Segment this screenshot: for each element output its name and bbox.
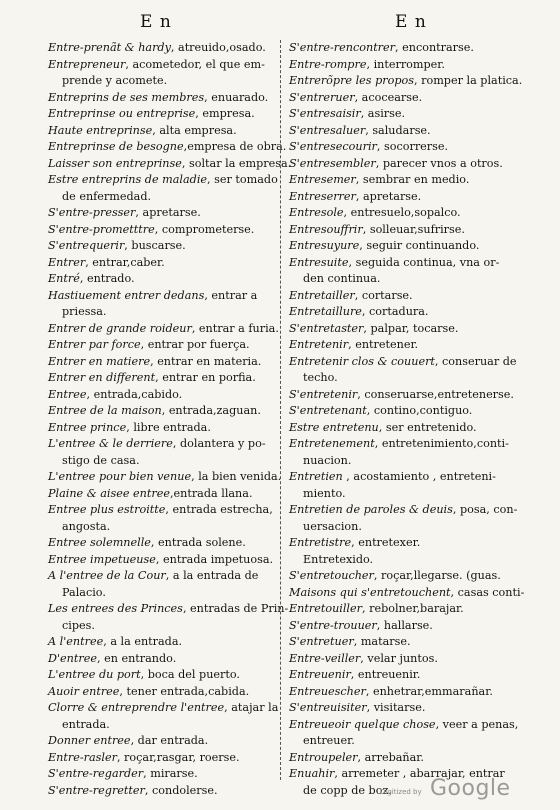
entry-translation: den continua. xyxy=(303,272,381,285)
entry-translation: cipes. xyxy=(62,618,95,632)
entry-headword: Haute entreprinse xyxy=(48,123,153,137)
dictionary-entry xyxy=(48,288,272,305)
entry-translation: , atreuido,osado. xyxy=(170,41,266,54)
entry-headword: S'entre-prometttre xyxy=(48,222,155,236)
dictionary-entry xyxy=(289,288,521,305)
dictionary-entry xyxy=(48,123,272,140)
dictionary-entry xyxy=(48,651,272,668)
entry-headword: Entretien xyxy=(289,470,343,483)
entry-headword: L'entree du port xyxy=(48,668,141,681)
entry-translation: , roçar,rasgar, roerse. xyxy=(116,750,240,764)
dictionary-entry xyxy=(289,420,521,437)
dictionary-entry xyxy=(289,601,521,618)
dictionary-entry xyxy=(289,57,521,74)
entry-headword: Entresouffrir xyxy=(289,222,363,236)
entry-headword: L'entree pour bien venue xyxy=(48,470,192,483)
entry-translation: , atajar la xyxy=(224,701,279,714)
entry-translation: , en entrando. xyxy=(96,651,177,665)
entry-translation: , entrada estrecha, xyxy=(165,503,273,516)
entry-translation: , velar juntos. xyxy=(360,651,438,665)
entry-translation: Entretexido. xyxy=(303,552,374,566)
entry-headword: Entrer en different xyxy=(48,371,156,384)
entry-headword: Entreserrer xyxy=(289,189,356,203)
entry-headword: D'entree xyxy=(48,651,97,665)
dictionary-entry xyxy=(48,354,272,371)
entry-translation: , entrada,zaguan. xyxy=(161,404,261,417)
dictionary-entry xyxy=(48,700,279,717)
entry-translation: , ser tomado xyxy=(207,173,278,186)
dictionary-entry xyxy=(289,304,521,321)
entry-headword: L'entree & le derriere xyxy=(48,437,173,450)
entry-translation: , tener entrada,cabida. xyxy=(119,684,250,698)
entry-headword: S'entretaster xyxy=(289,321,364,335)
entry-translation: , cortarse. xyxy=(354,288,413,302)
header-right: E n xyxy=(395,12,427,32)
entry-headword: S'entre-presser xyxy=(48,206,136,219)
dictionary-entry xyxy=(289,436,521,453)
entry-translation: , a la entrada de xyxy=(165,569,259,582)
entry-translation: , entrar,caber. xyxy=(85,255,165,269)
entry-translation: , entrar en porfia. xyxy=(155,371,256,384)
entry-headword: Entrer par force xyxy=(48,338,141,351)
entry-translation: , dar entrada. xyxy=(130,734,209,747)
entry-translation: , solleuar,sufrirse. xyxy=(362,222,465,236)
dictionary-entry xyxy=(48,156,292,173)
entry-headword: Les entrees des Princes xyxy=(48,602,183,615)
dictionary-entry xyxy=(48,420,272,437)
dictionary-entry xyxy=(289,535,521,552)
dictionary-entry xyxy=(48,40,272,57)
entry-translation: miento. xyxy=(303,486,346,500)
entry-translation: , entrada solene. xyxy=(150,536,246,549)
entry-headword: Entree xyxy=(48,387,87,401)
entry-headword: Entretien de paroles & deuis xyxy=(289,503,453,516)
entry-translation: , dolantera y po- xyxy=(172,437,266,450)
entry-translation: , entrada,cabido. xyxy=(86,387,183,401)
dictionary-entry xyxy=(48,205,272,222)
dictionary-entry xyxy=(48,502,272,519)
entry-headword: Entretailler xyxy=(289,288,355,302)
dictionary-entry xyxy=(289,733,521,750)
entry-headword: A l'entree de la Cour xyxy=(48,569,166,582)
entry-translation: , veer a penas, xyxy=(435,717,519,731)
entry-translation: , acometedor, el que em- xyxy=(125,57,265,71)
entry-headword: S'entreruer xyxy=(289,90,355,104)
dictionary-entry xyxy=(48,667,272,684)
entry-translation: , libre entrada. xyxy=(126,420,211,434)
entry-translation: , acostamiento , entreteni- xyxy=(342,470,496,483)
entry-translation: , casas conti- xyxy=(450,585,525,599)
entry-translation: , rebolner,barajar. xyxy=(361,602,464,615)
dictionary-entry xyxy=(48,106,272,123)
entry-headword: Entrerõpre les propos xyxy=(289,74,414,87)
entry-headword: Clorre & entreprendre l'entree xyxy=(48,701,225,714)
entry-translation: stigo de casa. xyxy=(62,453,140,467)
entry-translation: de copp de boz. xyxy=(303,783,392,797)
entry-translation: , conseruar de xyxy=(434,354,517,368)
entry-headword: S'entre-trouuer xyxy=(289,618,377,632)
entry-headword: S'entre-regarder xyxy=(48,767,144,780)
dictionary-entry xyxy=(289,354,521,371)
entry-headword: Plaine & aisee entree xyxy=(48,486,170,500)
dictionary-entry xyxy=(48,453,272,470)
dictionary-entry xyxy=(289,387,521,404)
dictionary-entry xyxy=(289,684,521,701)
dictionary-entry xyxy=(289,568,521,585)
dictionary-entry xyxy=(48,717,272,734)
entry-headword: Entree prince xyxy=(48,420,127,434)
dictionary-entry xyxy=(289,40,521,57)
entry-headword: Entresuite xyxy=(289,255,349,269)
dictionary-entry xyxy=(289,618,521,635)
entry-translation: , entradas de Prin- xyxy=(182,602,289,615)
digitized-by-text: Digitized by xyxy=(380,788,422,796)
entry-translation: , entretenimiento,conti- xyxy=(374,437,509,450)
entry-headword: Entrer de grande roideur xyxy=(48,321,192,335)
dictionary-entry xyxy=(48,90,272,107)
entry-translation: , enuarado. xyxy=(204,90,269,104)
entry-headword: Laisser son entreprinse xyxy=(48,156,182,170)
entry-translation: , interromper. xyxy=(366,57,445,71)
dictionary-entry xyxy=(289,469,521,486)
entry-translation: , condolerse. xyxy=(144,783,218,797)
running-header xyxy=(0,6,560,36)
dictionary-entry xyxy=(48,783,272,800)
dictionary-entry xyxy=(48,139,287,156)
entry-headword: S'entretenir xyxy=(289,387,358,401)
dictionary-entry xyxy=(48,634,272,651)
dictionary-entry xyxy=(289,271,521,288)
dictionary-entry xyxy=(48,271,272,288)
entry-translation: , a la entrada. xyxy=(103,635,183,648)
entry-headword: Enuahir xyxy=(289,767,335,780)
entry-translation: , enhetrar,emmarañar. xyxy=(365,684,493,698)
entry-headword: Entrer en matiere xyxy=(48,354,151,368)
entry-headword: Entree solemnelle xyxy=(48,536,151,549)
entry-translation: , saludarse. xyxy=(365,123,431,137)
entry-headword: Entretenir xyxy=(289,338,349,351)
dictionary-entry xyxy=(48,403,272,420)
entry-translation: , entrada impetuosa. xyxy=(155,552,274,566)
entry-translation: , entreuenir. xyxy=(350,668,421,681)
entry-translation: , conseruarse,entretenerse. xyxy=(357,387,514,401)
entry-translation: , acocearse. xyxy=(354,90,423,104)
dictionary-entry xyxy=(289,717,521,734)
entry-headword: Entre-rompre xyxy=(289,57,367,71)
entry-headword: Entretouiller xyxy=(289,602,362,615)
dictionary-entry xyxy=(289,552,521,569)
entry-headword: Auoir entree xyxy=(48,684,120,698)
dictionary-entry xyxy=(289,139,521,156)
entry-translation: , hallarse. xyxy=(376,618,433,632)
dictionary-entry xyxy=(48,766,272,783)
dictionary-entry xyxy=(48,57,272,74)
entry-headword: S'entre-regretter xyxy=(48,783,145,797)
entry-translation: , arremeter , abarrajar, entrar xyxy=(334,767,505,780)
dictionary-entry xyxy=(289,172,521,189)
dictionary-entry xyxy=(48,486,272,503)
dictionary-entry xyxy=(48,337,272,354)
entry-translation: , entrar a furia. xyxy=(191,321,279,335)
dictionary-entry xyxy=(289,255,521,272)
dictionary-entry xyxy=(289,519,521,536)
entry-headword: Entrer xyxy=(48,255,86,269)
entry-translation: , entrar en materia. xyxy=(150,354,262,368)
dictionary-entry xyxy=(48,222,272,239)
entry-translation: , socorrerse. xyxy=(376,140,449,153)
entry-translation: , ser entretenido. xyxy=(378,420,477,434)
entry-headword: Entrepreneur xyxy=(48,57,126,71)
entry-headword: Entree plus estroitte xyxy=(48,503,166,516)
dictionary-entry xyxy=(48,238,272,255)
entry-headword: A l'entree xyxy=(48,635,104,648)
entry-headword: S'entresembler xyxy=(289,156,376,170)
dictionary-entry xyxy=(48,750,272,767)
entry-headword: S'entretenant xyxy=(289,404,367,417)
dictionary-entry xyxy=(289,403,521,420)
entry-translation: , cortadura. xyxy=(361,305,429,318)
entry-headword: S'entretoucher xyxy=(289,569,374,582)
entry-headword: Entre-prenãt & hardy xyxy=(48,41,171,54)
entry-headword: Estre entretenu xyxy=(289,420,379,434)
dictionary-entry xyxy=(289,205,521,222)
dictionary-entry xyxy=(289,634,521,651)
dictionary-entry xyxy=(289,486,521,503)
entry-translation: , arrebañar. xyxy=(357,750,424,764)
dictionary-entry xyxy=(48,519,272,536)
entry-headword: Entreprinse ou entreprise xyxy=(48,107,196,120)
entry-translation: ,empresa de obra. xyxy=(183,140,287,153)
entry-translation: , mirarse. xyxy=(143,767,198,780)
dictionary-entry xyxy=(289,453,521,470)
dictionary-entry xyxy=(289,585,525,602)
entry-translation: , boca del puerto. xyxy=(140,668,240,681)
entry-translation: , sembrar en medio. xyxy=(355,173,470,186)
dictionary-entry xyxy=(289,189,521,206)
entry-translation: , apretarse. xyxy=(135,206,201,219)
entry-headword: S'entresaluer xyxy=(289,123,366,137)
dictionary-entry xyxy=(289,651,521,668)
dictionary-entry xyxy=(289,667,521,684)
entry-headword: Entroupeler xyxy=(289,750,358,764)
dictionary-entry xyxy=(48,189,272,206)
entry-translation: prende y acomete. xyxy=(62,74,168,87)
entry-headword: Entree de la maison xyxy=(48,404,162,417)
google-watermark: Google xyxy=(430,776,511,801)
entry-headword: Entretenir clos & couuert xyxy=(289,354,435,368)
dictionary-entry xyxy=(48,684,272,701)
entry-headword: S'entresaisir xyxy=(289,107,361,120)
dictionary-entry xyxy=(289,73,521,90)
entry-headword: Entretaillure xyxy=(289,305,362,318)
dictionary-entry xyxy=(48,436,272,453)
entry-translation: , entrar por fuerça. xyxy=(140,338,250,351)
dictionary-entry xyxy=(289,123,521,140)
entry-translation: priessa. xyxy=(62,305,107,318)
entry-translation: uersacion. xyxy=(303,519,362,533)
entry-headword: Entreueoir quelque chose xyxy=(289,717,436,731)
entry-translation: , buscarse. xyxy=(124,239,186,252)
entry-translation: , la bien venida. xyxy=(191,470,282,483)
entry-headword: Entreprins de ses membres xyxy=(48,90,205,104)
entry-headword: Entresemer xyxy=(289,173,356,186)
dictionary-entry xyxy=(48,370,272,387)
entry-headword: S'entretuer xyxy=(289,635,354,648)
header-left: E n xyxy=(140,12,172,32)
entry-headword: Entreuenir xyxy=(289,668,351,681)
entry-translation: , entrado. xyxy=(79,272,135,285)
dictionary-entry xyxy=(289,502,521,519)
entry-translation: , apretarse. xyxy=(355,189,422,203)
entry-headword: S'entre-rencontrer xyxy=(289,41,396,54)
dictionary-entry xyxy=(48,618,272,635)
dictionary-entry xyxy=(289,106,521,123)
dictionary-entry xyxy=(48,601,289,618)
dictionary-entry xyxy=(48,255,272,272)
dictionary-entry xyxy=(48,304,272,321)
left-column xyxy=(48,40,292,797)
entry-translation: , seguir continuando. xyxy=(359,239,480,252)
entry-translation: , romper la platica. xyxy=(414,74,523,87)
entry-headword: Entré xyxy=(48,272,80,285)
entry-headword: S'entrequerir xyxy=(48,239,125,252)
entry-translation: , asirse. xyxy=(360,107,406,120)
dictionary-entry xyxy=(289,370,521,387)
dictionary-entry xyxy=(48,552,272,569)
dictionary-entry xyxy=(48,733,272,750)
dictionary-entry xyxy=(48,387,272,404)
entry-translation: , entresuelo,sopalco. xyxy=(343,206,461,219)
entry-headword: Entree impetueuse xyxy=(48,552,156,566)
entry-translation: angosta. xyxy=(62,519,111,533)
dictionary-entry xyxy=(48,73,272,90)
entry-translation: , parecer vnos a otros. xyxy=(375,156,503,170)
entry-headword: Donner entree xyxy=(48,734,131,747)
entry-translation: , seguida continua, vna or- xyxy=(348,255,500,269)
entry-headword: Entretistre xyxy=(289,536,352,549)
entry-headword: Estre entreprins de maladie xyxy=(48,173,208,186)
entry-translation: , alta empresa. xyxy=(152,123,237,137)
entry-headword: Maisons qui s'entretouchent xyxy=(289,585,451,599)
entry-headword: Entresole xyxy=(289,206,344,219)
entry-translation: ,entrada llana. xyxy=(169,486,253,500)
entry-translation: , entrar a xyxy=(204,288,258,302)
entry-translation: entrada. xyxy=(62,717,110,731)
entry-translation: nuacion. xyxy=(303,453,352,467)
column-divider xyxy=(280,40,281,780)
entry-translation: , roçar,llegarse. (guas. xyxy=(373,569,501,582)
entry-headword: S'entreuisiter xyxy=(289,701,367,714)
entry-translation: techo. xyxy=(303,371,338,384)
dictionary-entry xyxy=(289,321,521,338)
dictionary-entry xyxy=(289,700,521,717)
entry-headword: S'entresecourir xyxy=(289,140,377,153)
dictionary-entry xyxy=(289,337,521,354)
dictionary-entry xyxy=(48,585,272,602)
entry-headword: Entreuescher xyxy=(289,684,366,698)
dictionary-entry xyxy=(48,321,279,338)
entry-translation: , matarse. xyxy=(353,635,411,648)
entry-translation: , entretexer. xyxy=(351,536,421,549)
entry-headword: Entre-rasler xyxy=(48,750,117,764)
dictionary-entry xyxy=(289,750,521,767)
dictionary-entry xyxy=(48,535,272,552)
entry-translation: , entretener. xyxy=(348,338,419,351)
entry-headword: Entretenement xyxy=(289,437,375,450)
entry-translation: , empresa. xyxy=(195,107,255,120)
dictionary-entry xyxy=(48,568,272,585)
dictionary-entry xyxy=(289,238,521,255)
dictionary-entry xyxy=(289,90,521,107)
entry-headword: Entreprinse de besogne xyxy=(48,140,184,153)
entry-translation: , palpar, tocarse. xyxy=(363,321,459,335)
entry-translation: Palacio. xyxy=(62,585,106,599)
entry-headword: Entresuyure xyxy=(289,239,360,252)
dictionary-entry xyxy=(289,156,521,173)
dictionary-entry xyxy=(48,469,282,486)
entry-translation: , contino,contiguo. xyxy=(366,404,473,417)
entry-translation: , encontrarse. xyxy=(395,41,474,54)
entry-headword: Hastiuement entrer dedans xyxy=(48,288,205,302)
entry-translation: , posa, con- xyxy=(452,503,518,516)
entry-headword: Entre-veiller xyxy=(289,651,361,665)
dictionary-entry xyxy=(289,222,521,239)
dictionary-entry xyxy=(48,172,278,189)
entry-translation: , visitarse. xyxy=(366,701,426,714)
entry-translation: entreuer. xyxy=(303,734,355,747)
entry-translation: , comprometerse. xyxy=(154,222,255,236)
entry-translation: de enfermedad. xyxy=(62,189,152,203)
entry-translation: , soltar la empresa. xyxy=(181,156,292,170)
digitization-footer xyxy=(360,776,560,806)
